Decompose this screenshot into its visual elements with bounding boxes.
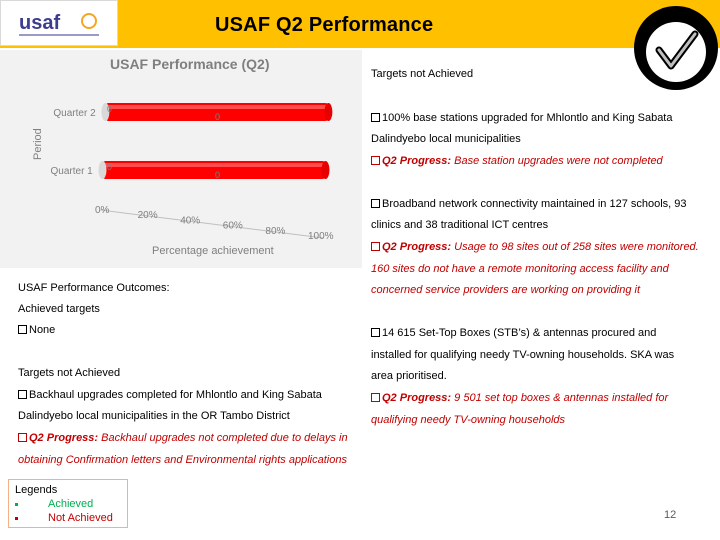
backhaul-line1: Backhaul upgrades completed for Mhlontlo and King Sabata bbox=[29, 389, 322, 401]
bar-highlight bbox=[105, 105, 328, 109]
progress-label: Q2 Progress: bbox=[382, 392, 452, 404]
item2-progress-line1: Usage to 98 sites out of 258 sites were monitored. bbox=[454, 241, 699, 253]
data-label: 0 bbox=[107, 162, 113, 172]
progress-label: Q2 Progress: bbox=[382, 155, 452, 167]
checkbox-bullet-icon bbox=[18, 433, 27, 442]
legend-achieved-marker bbox=[15, 503, 18, 506]
item2-progress-line3: concerned service providers are working on providing it bbox=[371, 284, 641, 296]
checkbox-bullet-icon bbox=[18, 325, 27, 334]
checkbox-bullet-icon bbox=[371, 242, 380, 251]
usaf-logo-icon bbox=[19, 9, 103, 39]
legend-achieved bbox=[15, 497, 121, 511]
y-axis-label: Period bbox=[32, 128, 44, 160]
bar-highlight bbox=[103, 163, 326, 167]
category-label: Quarter 1 bbox=[50, 166, 93, 177]
item1 bbox=[371, 111, 672, 125]
data-label: 0 bbox=[215, 170, 221, 180]
backhaul-progress-line1: Backhaul upgrades not completed due to delays in bbox=[101, 432, 348, 444]
bar-end-cap bbox=[324, 103, 332, 121]
achieved-item bbox=[18, 323, 55, 337]
backhaul-progress-line2: obtaining Confirmation letters and Environmental rights applications bbox=[18, 454, 347, 466]
item2-line2: clinics and 38 traditional ICT centres bbox=[371, 219, 549, 231]
legend-not-achieved bbox=[15, 511, 121, 525]
category-label: Quarter 2 bbox=[53, 108, 96, 119]
checkbox-bullet-icon bbox=[18, 390, 27, 399]
not-achieved-heading: Targets not Achieved bbox=[18, 367, 121, 379]
right-heading: Targets not Achieved bbox=[371, 68, 474, 80]
x-axis-label: Percentage achievement bbox=[152, 245, 274, 257]
checkbox-bullet-icon bbox=[371, 113, 380, 122]
progress-label: Q2 Progress: bbox=[382, 241, 452, 253]
data-label: 0 bbox=[107, 104, 113, 114]
achieved-heading: Achieved targets bbox=[18, 303, 100, 315]
chart-title: USAF Performance (Q2) bbox=[110, 56, 270, 72]
item2 bbox=[371, 197, 687, 211]
go-digital-badge-icon bbox=[631, 0, 719, 92]
svg-text:usaf: usaf bbox=[19, 12, 61, 34]
backhaul-progress bbox=[18, 431, 348, 445]
slide-title: USAF Q2 Performance bbox=[215, 14, 434, 36]
backhaul-line2: Dalindyebo local municipalities in the OR Tambo District bbox=[18, 410, 290, 422]
item2-progress-line2: 160 sites do not have a remote monitoring access facility and bbox=[371, 263, 669, 275]
bar-end-cap bbox=[322, 161, 330, 179]
usaf-logo bbox=[0, 0, 118, 46]
x-tick-label: 40% bbox=[180, 215, 201, 227]
item3-line2: installed for qualifying needy TV-owning households. SKA was bbox=[371, 349, 675, 361]
item3-line3: area prioritised. bbox=[371, 370, 447, 382]
item1-progress-text: Base station upgrades were not completed bbox=[454, 155, 663, 167]
item3-progress-line2: qualifying needy TV-owning households bbox=[371, 414, 566, 426]
performance-chart bbox=[0, 50, 362, 268]
item3-progress bbox=[371, 391, 668, 405]
x-axis-line bbox=[101, 210, 324, 238]
x-tick-label: 60% bbox=[222, 220, 243, 232]
item3-line1: 14 615 Set-Top Boxes (STB’s) & antennas procured and bbox=[382, 327, 657, 339]
progress-label: Q2 Progress: bbox=[29, 432, 99, 444]
x-tick-label: 80% bbox=[265, 225, 286, 237]
item3 bbox=[371, 326, 656, 340]
data-label: 0 bbox=[215, 112, 221, 122]
item2-progress bbox=[371, 240, 699, 254]
item2-line1: Broadband network connectivity maintained in 127 schools, 93 bbox=[382, 198, 687, 210]
item1-progress bbox=[371, 154, 663, 168]
page-number: 12 bbox=[664, 509, 677, 521]
x-tick-label: 100% bbox=[308, 231, 334, 242]
x-tick-label: 20% bbox=[137, 210, 158, 222]
legend-box bbox=[8, 479, 128, 528]
checkbox-bullet-icon bbox=[371, 156, 380, 165]
x-tick-label: 0% bbox=[95, 205, 110, 216]
checkbox-bullet-icon bbox=[371, 199, 380, 208]
chart-marks bbox=[51, 103, 334, 242]
checkbox-bullet-icon bbox=[371, 393, 380, 402]
item1-line2: Dalindyebo local municipalities bbox=[371, 133, 521, 145]
achieved-item-text: None bbox=[29, 324, 56, 336]
legend-not-achieved-marker bbox=[15, 517, 18, 520]
legend-title: Legends bbox=[15, 484, 58, 496]
item1-line1: 100% base stations upgraded for Mhlontlo and King Sabata bbox=[382, 112, 673, 124]
bar-start-cap bbox=[99, 161, 107, 179]
outcomes-heading: USAF Performance Outcomes: bbox=[18, 282, 170, 294]
item3-progress-line1: 9 501 set top boxes & antennas installed for bbox=[454, 392, 669, 404]
legend-achieved-label: Achieved bbox=[48, 498, 94, 510]
backhaul-item bbox=[18, 388, 322, 402]
checkbox-bullet-icon bbox=[371, 328, 380, 337]
legend-not-achieved-label: Not Achieved bbox=[48, 512, 113, 524]
chart-panel bbox=[0, 50, 362, 268]
